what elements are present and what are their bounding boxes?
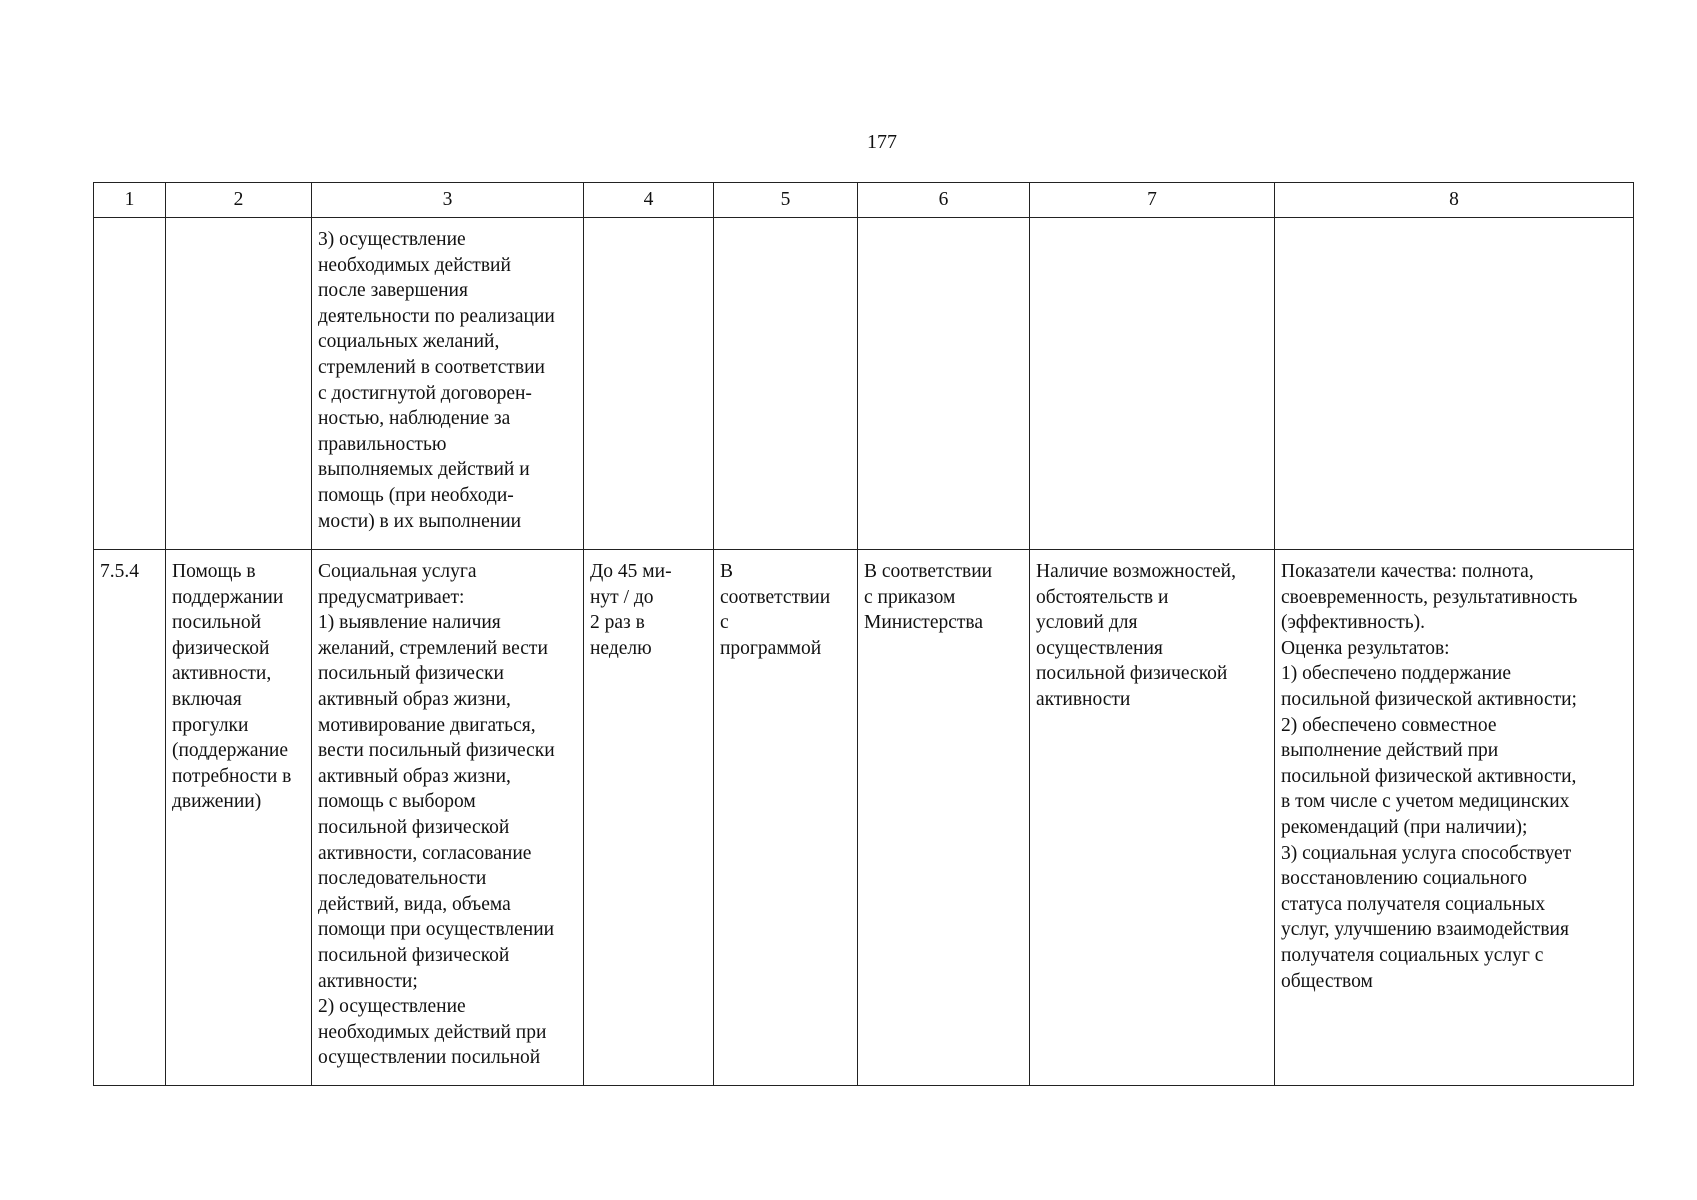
cell-text-line: 1) обеспечено поддержание: [1281, 663, 1511, 685]
cell-service-name: [166, 550, 312, 1086]
cell-text-line: нут / до: [590, 586, 654, 608]
header-col-1: 1: [94, 183, 166, 218]
services-table: [93, 182, 1634, 1086]
cell-text-line: активности: [1036, 688, 1131, 710]
cell-text-line: включая: [172, 688, 242, 710]
cell-text-line: физической: [172, 637, 270, 659]
header-col-6: 6: [858, 183, 1030, 218]
cell-text-line: поддержании: [172, 586, 284, 608]
cell-text-line: Наличие возможностей,: [1036, 561, 1236, 582]
cell-number: [94, 218, 166, 550]
cell-text-line: активный образ жизни,: [318, 688, 511, 710]
cell-text-line: посильной: [172, 612, 262, 634]
cell-text-line: Оценка результатов:: [1281, 637, 1450, 659]
cell-text-line: правильностью: [318, 433, 447, 455]
cell-text-line: В: [720, 561, 734, 582]
cell-text-line: получателя социальных услуг с: [1281, 944, 1544, 966]
cell-text-line: необходимых действий: [318, 254, 511, 276]
cell-volume: [714, 550, 858, 1086]
cell-duration: [584, 550, 714, 1086]
cell-text-line: (эффективность).: [1281, 612, 1426, 634]
cell-text-line: действий, вида, объема: [318, 893, 511, 915]
cell-text-line: после завершения: [318, 280, 468, 302]
cell-text-line: неделю: [590, 637, 652, 659]
cell-text-line: посильный физически: [318, 663, 504, 685]
cell-text-line: помощь с выбором: [318, 791, 476, 813]
cell-text-line: вести посильный физически: [318, 740, 555, 762]
cell-text-line: посильной физической активности;: [1281, 688, 1577, 710]
cell-text-line: осуществлении посильной: [318, 1047, 541, 1069]
cell-number: [94, 550, 166, 1086]
cell-text-line: восстановлению социального: [1281, 868, 1528, 890]
cell-text-line: социальных желаний,: [318, 331, 500, 353]
page-number: 177: [867, 131, 897, 153]
cell-text-line: с: [720, 612, 729, 634]
cell-quality: [1275, 218, 1634, 550]
header-col-7: 7: [1030, 183, 1275, 218]
cell-text-line: Показатели качества: полнота,: [1281, 561, 1534, 582]
cell-text-line: До 45 ми-: [590, 561, 672, 582]
cell-service-name: [166, 218, 312, 550]
cell-text-line: обстоятельств и: [1036, 586, 1169, 608]
cell-text-line: осуществления: [1036, 637, 1163, 659]
cell-text-line: 3) социальная услуга способствует: [1281, 842, 1572, 864]
cell-text-line: помощь (при необходи-: [318, 484, 514, 506]
cell-text-line: условий для: [1036, 612, 1138, 634]
cell-text-line: (поддержание: [172, 740, 289, 762]
cell-text-line: выполнение действий при: [1281, 740, 1499, 762]
cell-text-line: соответствии: [720, 586, 831, 608]
cell-text-line: 7.5.4: [100, 561, 139, 582]
cell-text-line: мотивирование двигаться,: [318, 714, 536, 736]
cell-text-line: активности,: [172, 663, 272, 685]
cell-text-line: статуса получателя социальных: [1281, 893, 1546, 915]
table-row-7-5-4: [94, 550, 1634, 1086]
header-col-3: 3: [312, 183, 584, 218]
cell-text-line: мости) в их выполнении: [318, 510, 522, 532]
header-row: [94, 183, 1634, 218]
cell-tariff: [858, 218, 1030, 550]
cell-text-line: своевременность, результативность: [1281, 586, 1578, 608]
cell-text-line: активности, согласование: [318, 842, 532, 864]
cell-text-line: выполняемых действий и: [318, 459, 530, 481]
cell-text-line: помощи при осуществлении: [318, 919, 555, 941]
cell-text-line: 2) обеспечено совместное: [1281, 714, 1497, 736]
cell-text-line: посильной физической: [318, 944, 510, 966]
cell-quality: [1275, 550, 1634, 1086]
cell-text-line: активности;: [318, 970, 418, 992]
cell-text-line: посильной физической активности,: [1281, 765, 1577, 787]
cell-tariff: [858, 550, 1030, 1086]
header-col-8: 8: [1275, 183, 1634, 218]
cell-text-line: с приказом: [864, 586, 956, 608]
cell-text-line: посильной физической: [1036, 663, 1228, 685]
cell-text-line: 3) осуществление: [318, 229, 466, 250]
cell-text-line: ностью, наблюдение за: [318, 408, 511, 430]
cell-text-line: необходимых действий при: [318, 1021, 547, 1043]
cell-text-line: в том числе с учетом медицинских: [1281, 791, 1570, 813]
cell-conditions: [1030, 550, 1275, 1086]
cell-text-line: прогулки: [172, 714, 249, 736]
cell-text-line: обществом: [1281, 970, 1373, 992]
cell-text-line: последовательности: [318, 868, 487, 890]
cell-text-line: активный образ жизни,: [318, 765, 511, 787]
cell-text-line: 2 раз в: [590, 612, 645, 634]
cell-text-line: стремлений в соответствии: [318, 356, 545, 378]
cell-conditions: [1030, 218, 1275, 550]
cell-text-line: деятельности по реализации: [318, 305, 555, 327]
cell-text-line: рекомендаций (при наличии);: [1281, 816, 1528, 838]
cell-duration: [584, 218, 714, 550]
header-col-4: 4: [584, 183, 714, 218]
cell-description: [312, 218, 584, 550]
table-row-continuation: [94, 218, 1634, 550]
header-col-2: 2: [166, 183, 312, 218]
header-col-5: 5: [714, 183, 858, 218]
cell-text-line: Социальная услуга: [318, 561, 477, 582]
cell-text-line: желаний, стремлений вести: [318, 637, 548, 659]
cell-text-line: услуг, улучшению взаимодействия: [1281, 919, 1569, 941]
cell-text-line: Министерства: [864, 612, 984, 634]
cell-text-line: программой: [720, 637, 822, 659]
cell-description: [312, 550, 584, 1086]
cell-text-line: Помощь в: [172, 561, 256, 582]
cell-text-line: движении): [172, 791, 262, 813]
cell-text-line: В соответствии: [864, 561, 993, 582]
cell-text-line: с достигнутой договорен-: [318, 382, 532, 404]
cell-text-line: 1) выявление наличия: [318, 612, 501, 634]
cell-text-line: потребности в: [172, 765, 292, 787]
cell-text-line: посильной физической: [318, 816, 510, 838]
cell-text-line: 2) осуществление: [318, 996, 466, 1018]
cell-volume: [714, 218, 858, 550]
cell-text-line: предусматривает:: [318, 586, 465, 608]
